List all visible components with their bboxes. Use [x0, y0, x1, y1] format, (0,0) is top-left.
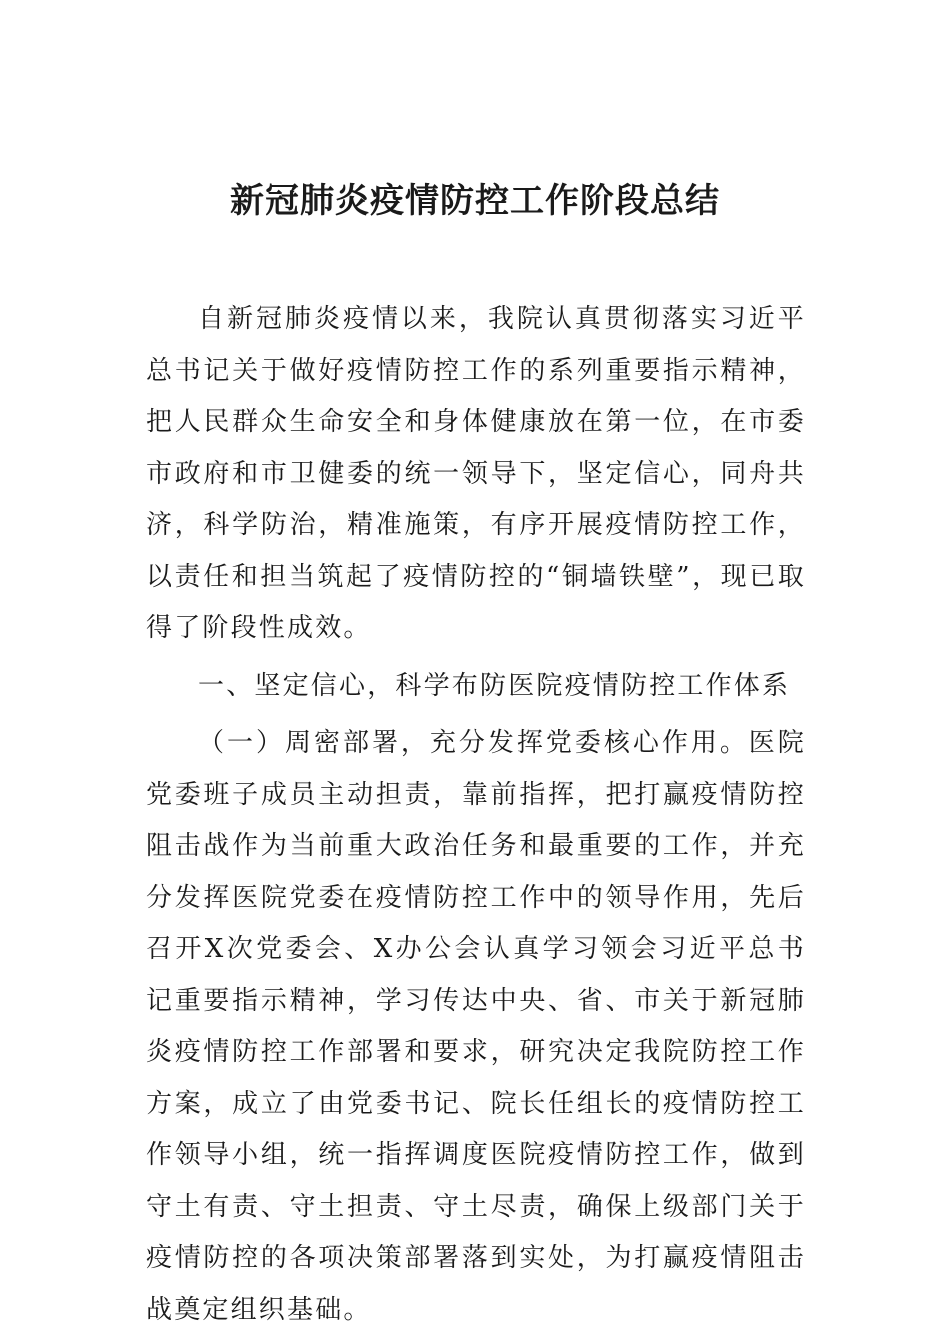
- section-heading: 一、坚定信心，科学布防医院疫情防控工作体系: [198, 670, 791, 701]
- document-body: [146, 294, 806, 1342]
- subsection-paragraph: （一）周密部署，充分发挥党委核心作用。医院党委班子成员主动担责，靠前指挥，把打赢疫情防控阻击战作为当前重大政治任务和最重要的工作，并充分发挥医院党委在疫情防控工作中的领导作用，先后召开X次党委会、X办公会认真学习领会习近平总书记重要指示精神，学习传达中央、省、市关于新冠肺炎疫情防控工作部署和要求，研究决定我院防控工作方案，成立了由党委书记、院长任组长的疫情防控工作领导小组，统一指挥调度医院疫情防控工作，做到守土有责、守土担责、守土尽责，确保上级部门关于疫情防控的各项决策部署落到实处，为打赢疫情阻击战奠定组织基础。: [146, 728, 806, 1325]
- document-title: 新冠肺炎疫情防控工作阶段总结: [230, 181, 720, 221]
- intro-paragraph: 自新冠肺炎疫情以来，我院认真贯彻落实习近平总书记关于做好疫情防控工作的系列重要指示精神，把人民群众生命安全和身体健康放在第一位，在市委市政府和市卫健委的统一领导下，坚定信心，同舟共济，科学防治，精准施策，有序开展疫情防控工作，以责任和担当筑起了疫情防控的“铜墙铁壁”，现已取得了阶段性成效。: [146, 304, 806, 643]
